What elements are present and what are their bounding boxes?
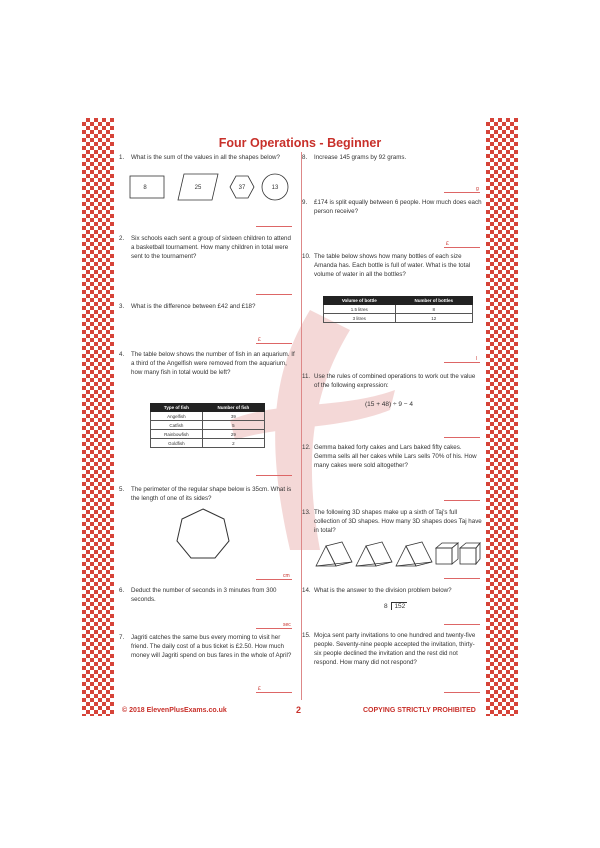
- shape-value: 8: [143, 185, 147, 191]
- table-header: Type of fish: [151, 404, 203, 412]
- fish-table: [150, 403, 265, 448]
- table-row: [324, 314, 473, 323]
- question-text: What is the difference between £42 and £18?: [131, 303, 256, 310]
- table-cell: 1.5 litres: [324, 305, 396, 314]
- table-header: Volume of bottle: [324, 297, 396, 305]
- footer-page-number: 2: [296, 705, 302, 715]
- question-number: 10.: [302, 253, 311, 260]
- checkered-border-left: [82, 118, 114, 716]
- question-number: 6.: [119, 587, 125, 594]
- question-number: 13.: [302, 509, 311, 516]
- question-6: [119, 586, 296, 604]
- question-number: 3.: [119, 303, 125, 310]
- answer-line: [444, 362, 480, 363]
- question-number: 7.: [119, 634, 125, 641]
- 3d-shapes-icon: [312, 538, 482, 572]
- answer-unit: £: [446, 241, 449, 247]
- table-cell: 2: [202, 439, 264, 448]
- answer-line: [444, 578, 480, 579]
- answer-line: [256, 343, 292, 344]
- question-13: [302, 508, 482, 535]
- question-12: [302, 443, 482, 470]
- answer-line: [256, 692, 292, 693]
- question-text: £174 is split equally between 6 people. How much does each person receive?: [314, 199, 482, 215]
- answer-unit: g: [476, 186, 479, 192]
- question-8: [302, 153, 482, 162]
- footer-notice: COPYING STRICTLY PROHIBITED: [363, 707, 476, 714]
- table-row: [324, 305, 473, 314]
- answer-unit: cm: [283, 573, 290, 579]
- question-14: [302, 586, 482, 595]
- question-number: 12.: [302, 444, 311, 451]
- table-cell: 3 litres: [324, 314, 396, 323]
- answer-unit: sec: [283, 622, 291, 628]
- table-cell: 5: [202, 421, 264, 430]
- question-number: 8.: [302, 154, 308, 161]
- question-9: [302, 198, 482, 216]
- answer-line: [256, 628, 292, 629]
- question-15: [302, 631, 482, 667]
- answer-unit: l: [476, 356, 478, 362]
- table-row: [151, 412, 265, 421]
- footer-copyright: © 2018 ElevenPlusExams.co.uk: [122, 707, 227, 714]
- table-header: Number of fish: [202, 404, 264, 412]
- answer-line: [444, 247, 480, 248]
- shape-value: 37: [238, 185, 246, 191]
- question-text: The perimeter of the regular shape below is 35cm. What is the length of one of its sides?: [131, 486, 292, 502]
- answer-line: [444, 437, 480, 438]
- question-number: 2.: [119, 235, 125, 242]
- question-number: 11.: [302, 373, 311, 380]
- question-1: [119, 153, 299, 162]
- question-text: Use the rules of combined operations to work out the value of the following expression:: [314, 373, 476, 389]
- question-text: Six schools each sent a group of sixteen children to attend a basketball tournament. How many children in total were sent to the tournament?: [131, 235, 291, 260]
- division-problem: [384, 602, 407, 611]
- table-cell: Goldfish: [151, 439, 203, 448]
- table-header: Number of bottles: [395, 297, 472, 305]
- expression: (15 + 48) ÷ 9 − 4: [365, 401, 414, 408]
- question-3: [119, 302, 296, 311]
- question-7: [119, 633, 296, 660]
- question-number: 1.: [119, 154, 125, 161]
- table-row: [151, 430, 265, 439]
- table-cell: 39: [202, 412, 264, 421]
- page-title: Four Operations - Beginner: [218, 136, 382, 150]
- shape-value: 13: [271, 185, 279, 191]
- table-cell: Rainbowfish: [151, 430, 203, 439]
- column-divider: [301, 152, 302, 700]
- question-11: [302, 372, 482, 390]
- question-text: What is the answer to the division problem below?: [314, 587, 452, 594]
- answer-unit: £: [258, 337, 261, 343]
- answer-line: [444, 692, 480, 693]
- divisor: 8: [384, 603, 388, 610]
- answer-line: [256, 475, 292, 476]
- answer-line: [256, 294, 292, 295]
- table-cell: 12: [395, 314, 472, 323]
- question-number: 4.: [119, 351, 125, 358]
- question-text: Mojca sent party invitations to one hundred and twenty-five people. Seventy-nine people accepted the invitation, thirty-six people declined the invitation and the rest did not respond. How many did not respond?: [314, 632, 476, 666]
- table-cell: Catfish: [151, 421, 203, 430]
- question-2: [119, 234, 296, 261]
- heptagon-shape-icon: [174, 506, 232, 562]
- question-text: Increase 145 grams by 92 grams.: [314, 154, 407, 161]
- question-text: The table below shows the number of fish in an aquarium. If a third of the Angelfish were removed from the aquarium, how many fish in total would be left?: [131, 351, 295, 376]
- question-number: 15.: [302, 632, 311, 639]
- question-text: What is the sum of the values in all the shapes below?: [131, 154, 280, 161]
- q1-shapes: [128, 170, 298, 206]
- answer-unit: £: [258, 686, 261, 692]
- question-text: The table below shows how many bottles of each size Amanda has. Each bottle is full of water. What is the total volume of water in all the bottles?: [314, 253, 471, 278]
- question-text: Deduct the number of seconds in 3 minutes from 300 seconds.: [131, 587, 277, 603]
- table-cell: 29: [202, 430, 264, 439]
- question-4: [119, 350, 296, 377]
- question-text: Gemma baked forty cakes and Lars baked fifty cakes. Gemma sells all her cakes while Lars sells 70% of his. How many cakes were sold altogether?: [314, 444, 477, 469]
- rectangle-shape: [130, 176, 164, 198]
- table-row: [151, 439, 265, 448]
- question-number: 14.: [302, 587, 311, 594]
- answer-line: [444, 192, 480, 193]
- dividend: 152: [391, 602, 407, 610]
- question-text: Jagriti catches the same bus every morning to visit her friend. The daily cost of a bus ticket is £2.50. How much money will Jagriti spend on bus fares in the whole of April?: [131, 634, 292, 659]
- question-10: [302, 252, 482, 279]
- answer-line: [256, 579, 292, 580]
- bottles-table: [323, 296, 473, 323]
- question-5: [119, 485, 296, 503]
- table-row: [151, 421, 265, 430]
- table-cell: Angelfish: [151, 412, 203, 421]
- shape-value: 25: [194, 185, 202, 191]
- answer-line: [444, 500, 480, 501]
- checkered-border-right: [486, 118, 518, 716]
- question-number: 5.: [119, 486, 125, 493]
- answer-line: [444, 624, 480, 625]
- question-number: 9.: [302, 199, 308, 206]
- question-text: The following 3D shapes make up a sixth of Taj's full collection of 3D shapes. How many 3D shapes does Taj have in total?: [314, 509, 482, 534]
- answer-line: [256, 226, 292, 227]
- table-cell: 8: [395, 305, 472, 314]
